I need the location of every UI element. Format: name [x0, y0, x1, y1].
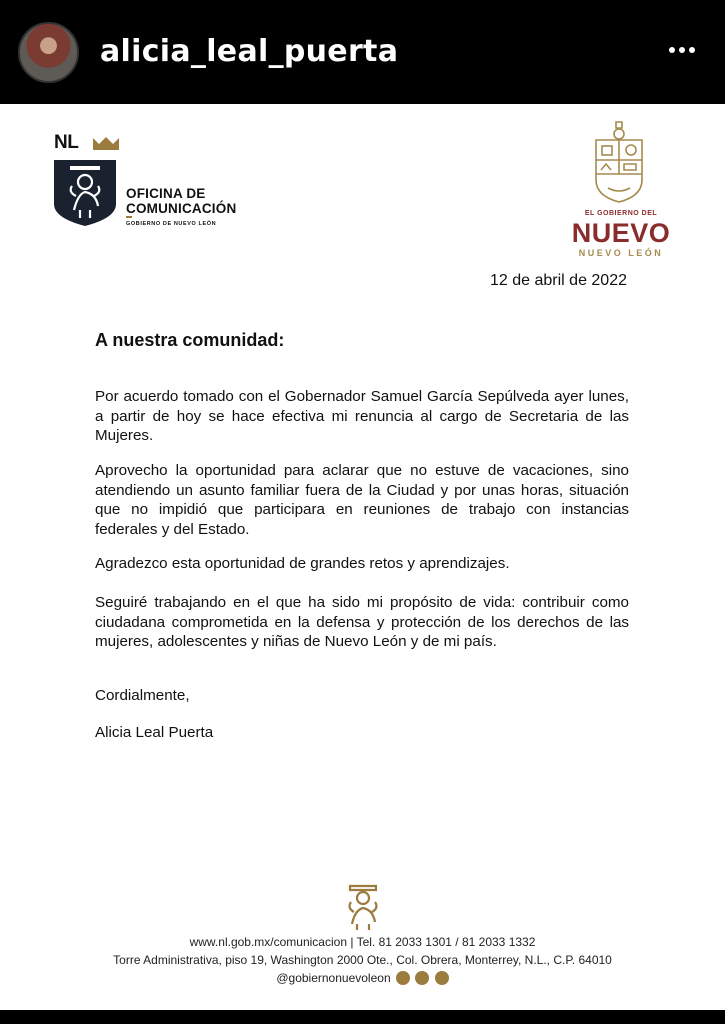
logo-subtitle: GOBIERNO DE NUEVO LEÓN [126, 221, 217, 227]
footer-social-handle: @gobiernonuevoleon [276, 971, 391, 985]
gov-logo-line3: NUEVO LEÓN [578, 248, 664, 258]
profile-avatar[interactable] [18, 22, 79, 83]
logo-title: OFICINA DE COMUNICACIÓN [126, 186, 237, 216]
post-header [0, 0, 725, 104]
letter-paragraph: Aprovecho la oportunidad para aclarar que no estuve de vacaciones, sino atendiendo un asunto familiar fuera de la Ciudad y por unas horas, situación que no impidió que participara en reuniones de trabajo con instancias federales y del Estado. [95, 462, 629, 538]
bottom-bar [0, 1010, 725, 1024]
letter-paragraph: Seguiré trabajando en el que ha sido mi propósito de vida: contribuir como ciudadana comprometida en la defensa y protección de los derechos de las mujeres, adolescentes y niñas de Nuevo León y de mi país. [95, 594, 629, 650]
gov-logo-line1: EL GOBIERNO DEL [584, 210, 658, 217]
letter-greeting: A nuestra comunidad: [95, 330, 285, 350]
letter-document [0, 104, 725, 1010]
twitter-icon [415, 971, 429, 985]
lion-shield-icon [52, 156, 118, 228]
footer-address: Torre Administrativa, piso 19, Washington 2000 Ote., Col. Obrera, Monterrey, N.L., C.P. 64010 [113, 953, 612, 967]
oficina-comunicacion-logo [52, 132, 252, 232]
gobierno-nuevo-leon-logo [566, 118, 676, 258]
letter-paragraph: Por acuerdo tomado con el Gobernador Samuel García Sepúlveda ayer lunes, a partir de hoy se hace efectiva mi renuncia al cargo de Secretaria de las Mujeres. [95, 388, 629, 444]
footer-contact: www.nl.gob.mx/comunicacion | Tel. 81 2033 1301 / 81 2033 1332 [189, 935, 536, 949]
profile-username[interactable]: alicia_leal_puerta [100, 34, 399, 69]
crown-icon [92, 135, 120, 151]
youtube-icon [435, 971, 449, 985]
facebook-icon [396, 971, 410, 985]
more-options-icon[interactable] [664, 38, 700, 62]
footer-lion-icon [342, 882, 384, 932]
letter-closing: Cordialmente, [95, 687, 190, 704]
gov-logo-line2: NUEVO [571, 218, 671, 248]
logo-divider [126, 216, 132, 218]
coat-of-arms-icon [586, 118, 652, 206]
letter-signature: Alicia Leal Puerta [95, 724, 214, 741]
footer-social [0, 971, 725, 985]
logo-initials: NL [54, 132, 79, 153]
letter-date: 12 de abril de 2022 [490, 272, 627, 289]
letter-paragraph: Agradezco esta oportunidad de grandes retos y aprendizajes. [95, 555, 510, 572]
